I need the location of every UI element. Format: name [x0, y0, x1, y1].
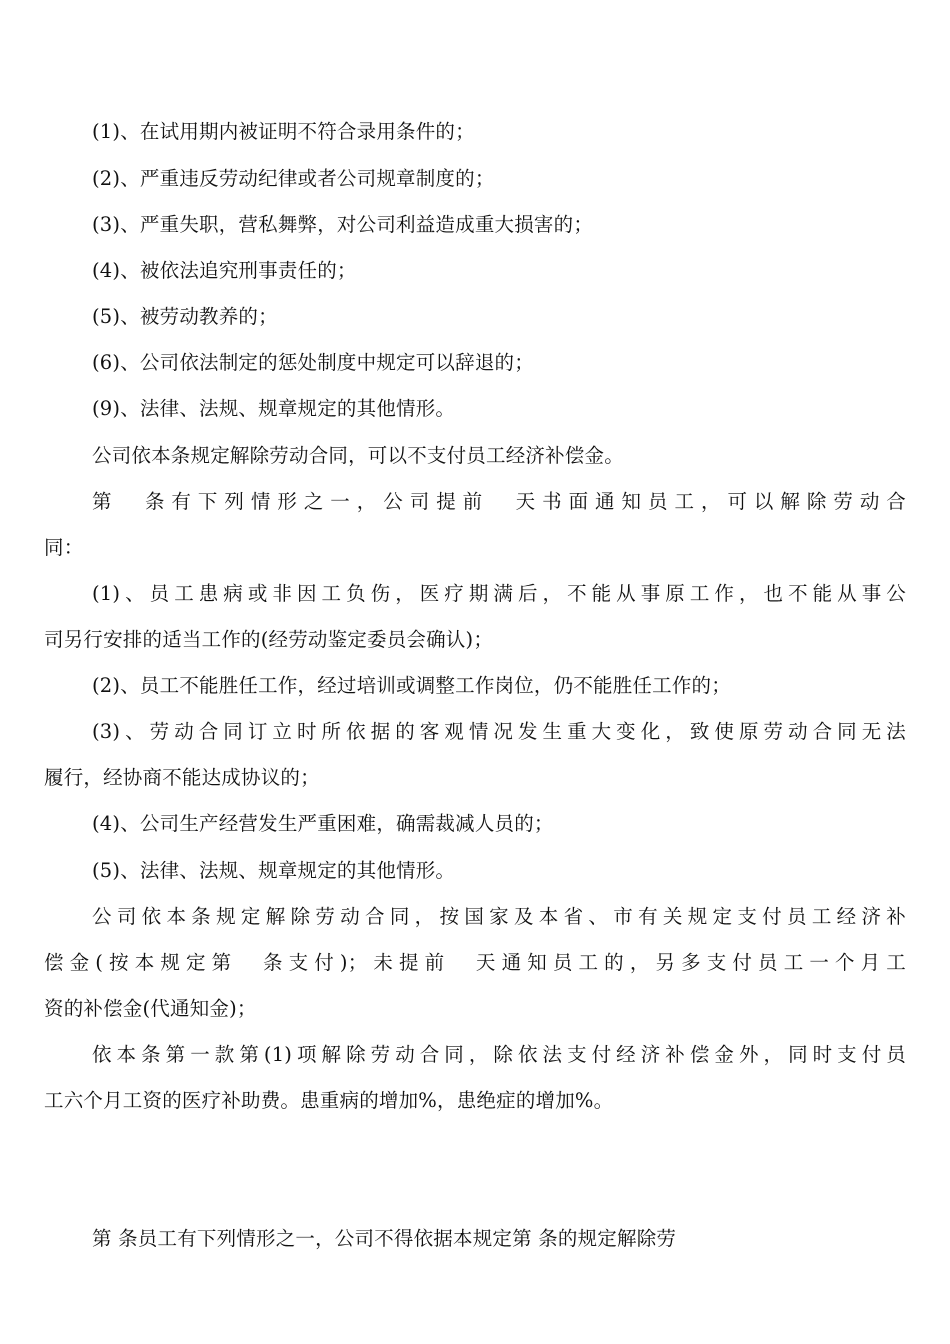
paragraph-no-compensation: 公司依本条规定解除劳动合同，可以不支付员工经济补偿金。 — [92, 444, 624, 467]
notice-item-3-cont: 履行，经协商不能达成协议的； — [44, 766, 320, 789]
clause-item-6: (6)、公司依法制定的惩处制度中规定可以辞退的； — [92, 351, 534, 374]
notice-item-1-cont: 司另行安排的适当工作的(经劳动鉴定委员会确认)； — [44, 628, 494, 651]
clause-item-9: (9)、法律、法规、规章规定的其他情形。 — [92, 397, 456, 420]
clause-item-2: (2)、严重违反劳动纪律或者公司规章制度的； — [92, 167, 495, 190]
notice-item-4: (4)、公司生产经营发生严重困难，确需裁减人员的； — [92, 812, 554, 835]
article-protected-heading: 第 条员工有下列情形之一，公司不得依据本规定第 条的规定解除劳 — [92, 1227, 677, 1250]
paragraph-medical-subsidy: 依本条第一款第(1)项解除劳动合同，除依法支付经济补偿金外，同时支付员 — [92, 1043, 906, 1066]
clause-item-1: (1)、在试用期内被证明不符合录用条件的； — [92, 120, 475, 143]
notice-item-2: (2)、员工不能胜任工作，经过培训或调整工作岗位，仍不能胜任工作的； — [92, 674, 731, 697]
notice-item-3: (3)、劳动合同订立时所依据的客观情况发生重大变化，致使原劳动合同无法 — [92, 720, 906, 743]
notice-item-5: (5)、法律、法规、规章规定的其他情形。 — [92, 859, 456, 882]
paragraph-medical-subsidy-cont: 工六个月工资的医疗补助费。患重病的增加%，患绝症的增加%。 — [44, 1089, 614, 1112]
article-notice-heading: 第 条有下列情形之一，公司提前 天书面通知员工，可以解除劳动合 — [92, 490, 906, 513]
paragraph-compensation-cont-2: 资的补偿金(代通知金)； — [44, 997, 257, 1020]
clause-item-4: (4)、被依法追究刑事责任的； — [92, 259, 357, 282]
clause-item-5: (5)、被劳动教养的； — [92, 305, 278, 328]
article-notice-heading-cont: 同： — [44, 536, 84, 559]
notice-item-1: (1)、员工患病或非因工负伤，医疗期满后，不能从事原工作，也不能从事公 — [92, 582, 906, 605]
paragraph-compensation-cont-1: 偿金(按本规定第 条支付)；未提前 天通知员工的，另多支付员工一个月工 — [44, 951, 906, 974]
paragraph-compensation: 公司依本条规定解除劳动合同，按国家及本省、市有关规定支付员工经济补 — [92, 905, 906, 928]
clause-item-3: (3)、严重失职，营私舞弊，对公司利益造成重大损害的； — [92, 213, 594, 236]
